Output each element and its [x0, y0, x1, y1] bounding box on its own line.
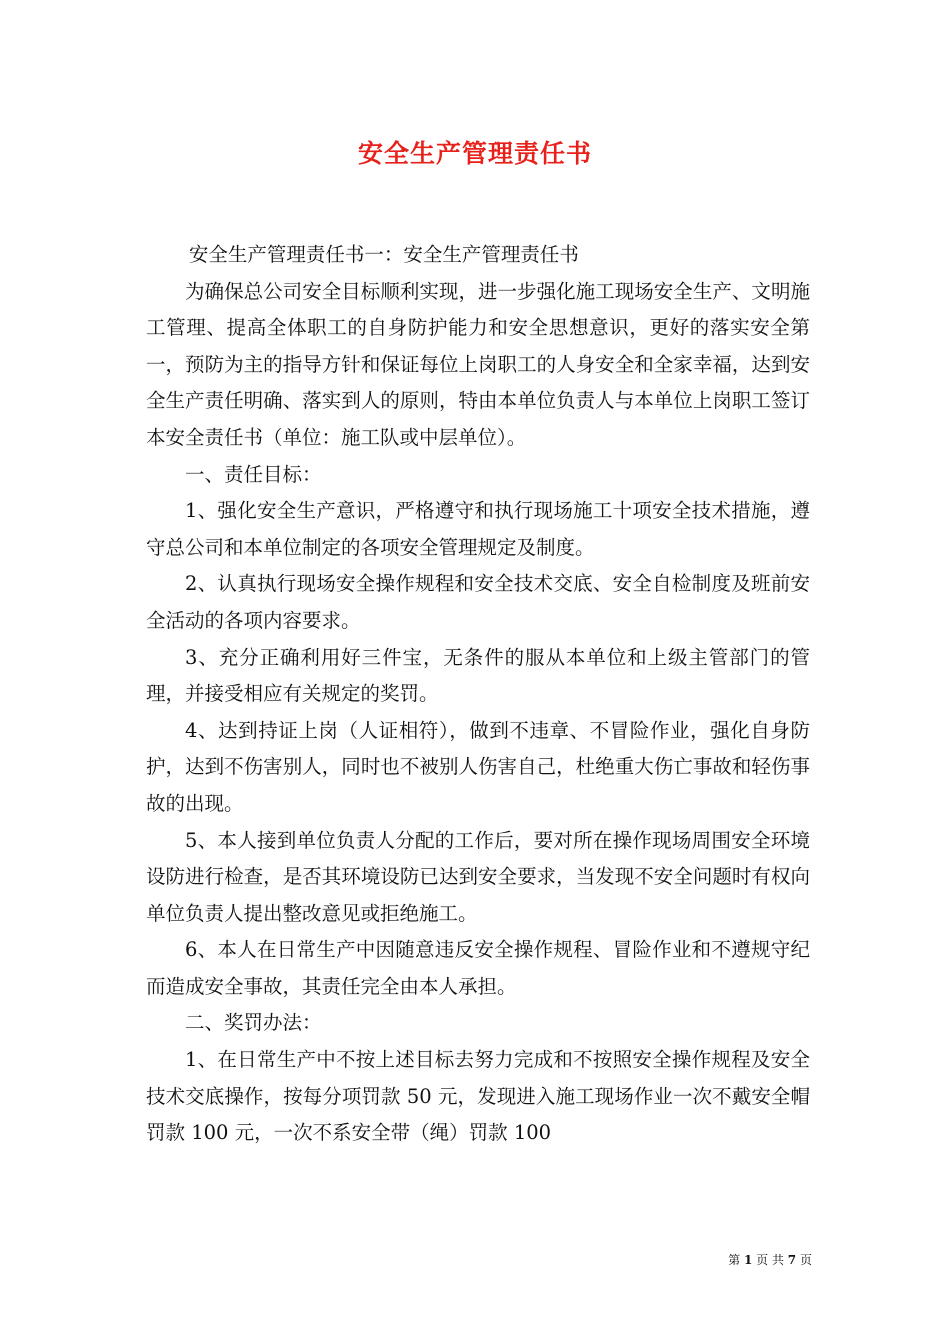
- paragraph-goal-4: 4、达到持证上岗（人证相符），做到不违章、不冒险作业，强化自身防护，达到不伤害别人，同时也不被别人伤害自己，杜绝重大伤亡事故和轻伤事故的出现。: [146, 718, 810, 815]
- paragraph-goal-5: 5、本人接到单位负责人分配的工作后，要对所在操作现场周围安全环境设防进行检查，是否其环境设防已达到安全要求，当发现不安全问题时有权向单位负责人提出整改意见或拒绝施工。: [146, 828, 810, 925]
- footer-prefix: 第: [728, 1253, 741, 1267]
- paragraph-goal-6: 6、本人在日常生产中因随意违反安全操作规程、冒险作业和不遵规守纪而造成安全事故，其责任完全由本人承担。: [146, 938, 810, 998]
- page-footer: [728, 1251, 812, 1268]
- paragraph-goal-3: 3、充分正确利用好三件宝，无条件的服从本单位和上级主管部门的管理，并接受相应有关规定的奖罚。: [146, 645, 810, 706]
- document-body: [146, 237, 810, 1152]
- footer-middle: 页 共: [756, 1253, 784, 1267]
- section-heading-goals: 一、责任目标：: [185, 462, 322, 486]
- page-title: 安全生产管理责任书: [357, 139, 592, 168]
- footer-current-page: 1: [743, 1253, 753, 1267]
- paragraph-goal-1: 1、强化安全生产意识，严格遵守和执行现场施工十项安全技术措施，遵守总公司和本单位制定的各项安全管理规定及制度。: [146, 499, 810, 559]
- paragraph-reward-1: 1、在日常生产中不按上述目标去努力完成和不按照安全操作规程及安全技术交底操作，按每分项罚款 50 元，发现进入施工现场作业一次不戴安全帽罚款 100 元，一次不系安全带（绳）罚款 100: [146, 1048, 810, 1145]
- footer-suffix: 页: [799, 1253, 812, 1267]
- footer-total-pages: 7: [787, 1253, 797, 1267]
- paragraph-subtitle: 安全生产管理责任书一：安全生产管理责任书: [188, 243, 579, 266]
- paragraph-goal-2: 2、认真执行现场安全操作规程和安全技术交底、安全自检制度及班前安全活动的各项内容要求。: [146, 572, 810, 632]
- section-heading-rewards: 二、奖罚办法：: [185, 1011, 322, 1035]
- paragraph-intro: 为确保总公司安全目标顺利实现，进一步强化施工现场安全生产、文明施工管理、提高全体职工的自身防护能力和安全思想意识，更好的落实安全第一，预防为主的指导方针和保证每位上岗职工的人身安全和全家幸福，达到安全生产责任明确、落实到人的原则，特由本单位负责人与本单位上岗职工签订本安全责任书（单位：施工队或中层单位）。: [146, 279, 810, 449]
